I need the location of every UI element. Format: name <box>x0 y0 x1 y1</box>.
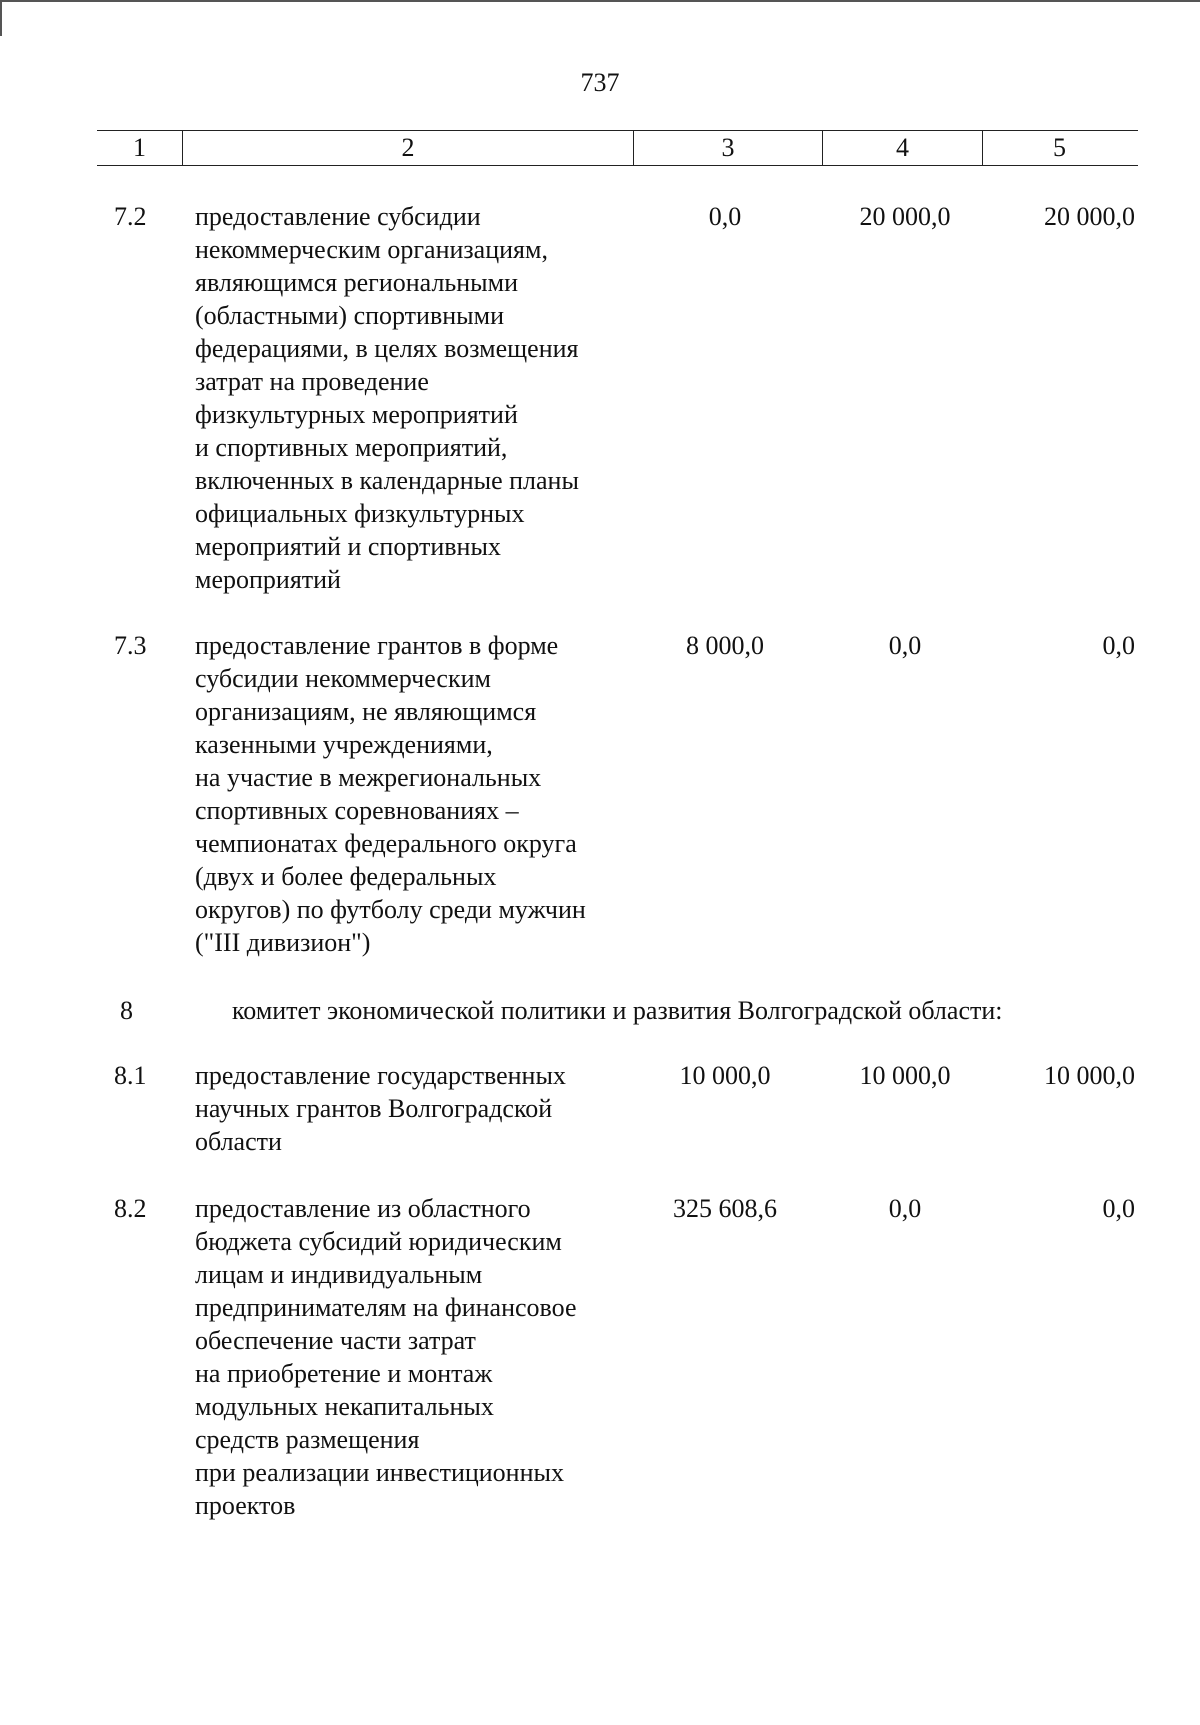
row-number: 7.3 <box>114 631 147 660</box>
row-value-col5: 0,0 <box>1102 1194 1135 1223</box>
row-value-col4: 10 000,0 <box>859 1061 951 1090</box>
row-description: предоставление грантов в форме субсидии некоммерческим организациям, не являющимся казенными учреждениями, на участие в межрегиональных спортивных соревнованиях – чемпионатах федерального округа (двух и более федеральных округов) по футболу среди мужчин ("III дивизион") <box>195 631 586 957</box>
row-value-col3: 10 000,0 <box>679 1061 771 1090</box>
row-value-col4: 20 000,0 <box>859 202 951 231</box>
row-value-col5: 0,0 <box>1102 631 1135 660</box>
scan-edge-top <box>0 0 1200 2</box>
row-value-col3: 0,0 <box>708 202 742 231</box>
row-value-col5: 10 000,0 <box>1044 1061 1135 1090</box>
row-description: предоставление государственных научных грантов Волгоградской области <box>195 1061 566 1156</box>
row-value-col5: 20 000,0 <box>1044 202 1135 231</box>
row-number: 7.2 <box>114 202 147 231</box>
row-description: предоставление из областного бюджета субсидий юридическим лицам и индивидуальным предпринимателям на финансовое обеспечение части затрат на приобретение и монтаж модульных некапитальных средств размещения при реализации инвестиционных проектов <box>195 1194 577 1520</box>
section-title: комитет экономической политики и развития Волгоградской области: <box>232 996 1003 1025</box>
header-col-5: 5 <box>982 131 1136 165</box>
header-col-2: 2 <box>182 131 633 165</box>
page-number: 737 <box>580 68 620 97</box>
header-col-4: 4 <box>822 131 982 165</box>
section-number: 8 <box>120 996 133 1025</box>
scan-edge-left <box>0 0 2 36</box>
row-number: 8.2 <box>114 1194 147 1223</box>
row-value-col3: 325 608,6 <box>673 1194 777 1223</box>
row-value-col4: 0,0 <box>888 631 922 660</box>
row-description: предоставление субсидии некоммерческим организациям, являющимся региональными (областными) спортивными федерациями, в целях возмещения затрат на проведение физкультурных мероприятий и спортивных мероприятий, включенных в календарные планы официальных физкультурных мероприятий и спортивных мероприятий <box>195 202 579 594</box>
row-value-col4: 0,0 <box>888 1194 922 1223</box>
header-col-1: 1 <box>133 133 146 162</box>
table-header-row <box>97 130 1138 166</box>
row-number: 8.1 <box>114 1061 147 1090</box>
row-value-col3: 8 000,0 <box>686 631 764 660</box>
header-col-3: 3 <box>633 131 822 165</box>
